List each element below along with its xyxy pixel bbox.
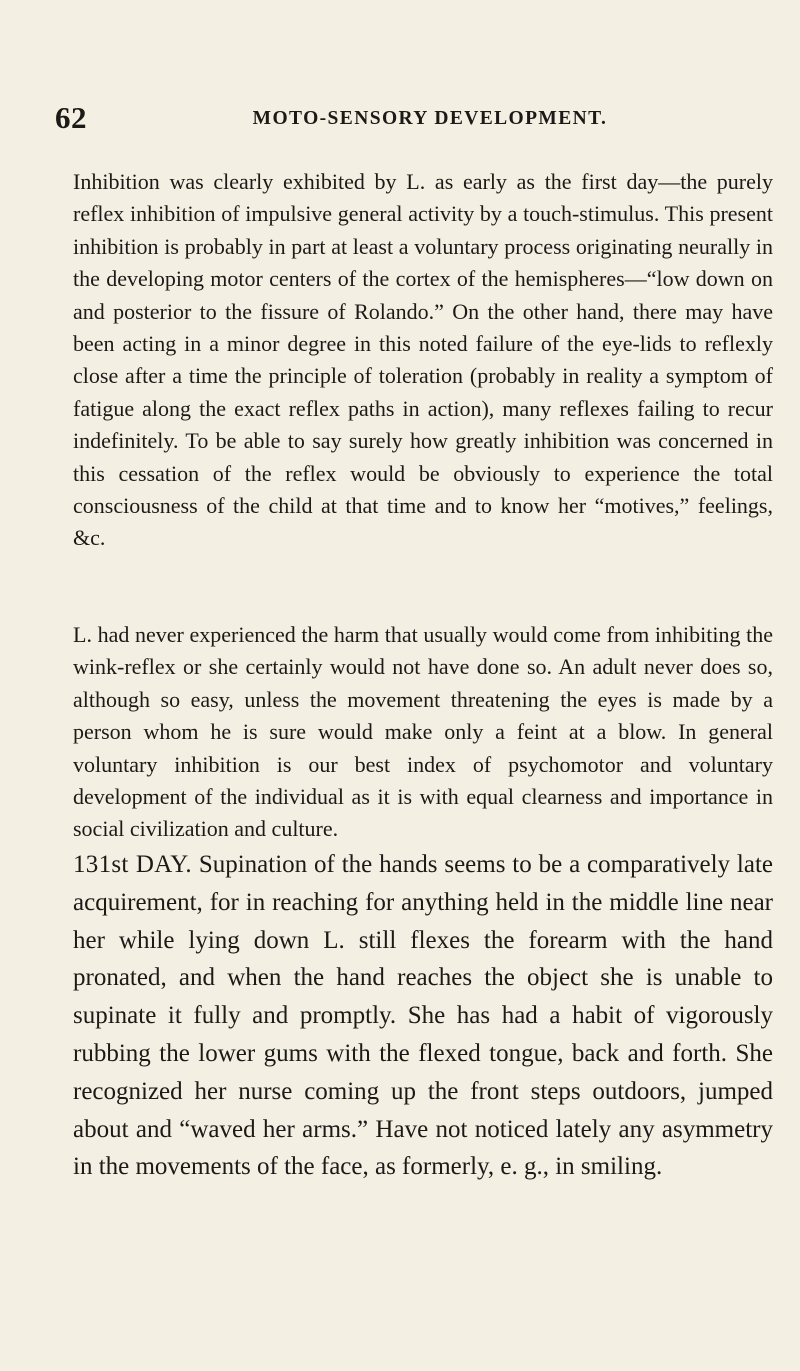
paragraph-wink-reflex: L. had never experienced the harm that usually would come from inhibiting the wink-reflex or she certainly would not have done so. An adult never does so, although so easy, unless the movement threatening the eyes is made by a person whom he is sure would make only a feint at a blow. In general voluntary inhibition is our best index of psychomotor and voluntary development of the individual as it is with equal clearness and importance in social civilization and culture. [73,622,773,842]
running-title: MOTO-SENSORY DEVELOPMENT. [252,108,608,129]
day-heading: 131st DAY. [73,851,192,878]
page-number: 62 [55,100,87,135]
running-head [55,100,765,150]
paragraph-inhibition: Inhibition was clearly exhibited by L. as early as the first day—the purely reflex inhibition of impulsive general activity by a touch-stimulus. This present inhibition is probably in part at least a voluntary process originating neurally in the developing motor centers of the cortex of the hemispheres—“low down on and posterior to the fissure of Rolando.” On the other hand, there may have been acting in a minor degree in this noted failure of the eye-lids to reflexly close after a time the principle of toleration (probably in reality a symptom of fatigue along the exact reflex paths in action), many reflexes failing to recur indefinitely. To be able to say surely how greatly inhibition was concerned in this cessation of the reflex would be obviously to experience the total consciousness of the child at that time and to know her “motives,” feelings, &c. [73,169,773,551]
paragraph-131st-day-text: Supination of the hands seems to be a comparatively late acquirement, for in reaching for anything held in the middle line near her while lying down L. still flexes the forearm with the hand pronated, and when the hand reaches the object she is unable to supinate it fully and promptly. She has had a habit of vigorously rubbing the lower gums with the flexed tongue, back and forth. She recognized her nurse coming up the front steps outdoors, jumped about and “waved her arms.” Have not noticed lately any asymmetry in the movements of the face, as formerly, e. g., in smiling. [73,851,774,1181]
paragraph-131st-day [73,846,773,1186]
